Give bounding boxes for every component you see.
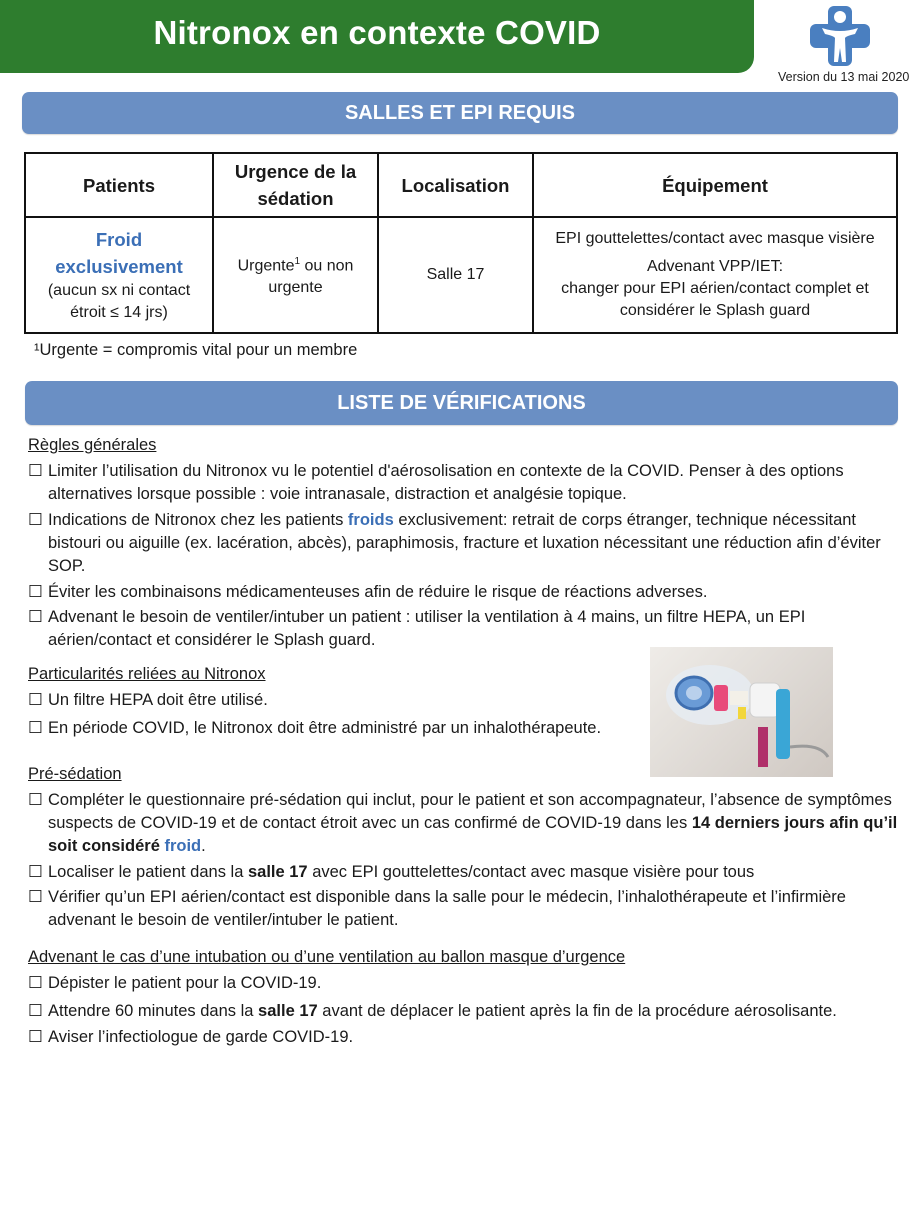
list-item [28, 606, 898, 652]
item-text-part: Compléter le questionnaire pré-sédation qui inclut, pour le patient et son accompagnateur, l’absence de symptômes suspects de COVID-19 et de contact étroit avec un cas confirmé de COVID-19 dans les [48, 791, 892, 832]
highlight-froid: froid [164, 837, 202, 855]
list-item [28, 861, 898, 884]
item-text: Éviter les combinaisons médicamenteuses afin de réduire le risque de réactions adverses. [48, 583, 708, 601]
checkbox[interactable]: ☐ [28, 791, 43, 809]
list-item [28, 689, 638, 712]
item-text-part: exclusivement: retrait de corps étranger, technique nécessitant bistouri ou aiguille (ex. lacération, abcès), paraphimosis, fracture et luxation nécessitant une réduction afin d’éviter SOP. [48, 511, 881, 575]
nitronox-mask-photo [650, 647, 833, 777]
list-item [28, 581, 898, 604]
list-item [28, 509, 898, 578]
col-header-equipement: Équipement [533, 153, 897, 217]
item-text [28, 861, 898, 884]
checkbox[interactable]: ☐ [28, 1028, 43, 1046]
list-item [28, 460, 898, 506]
list-item [28, 972, 898, 995]
list-item [28, 886, 898, 932]
item-text-part: avant de déplacer le patient après la fin de la procédure aérosolisante. [317, 1002, 837, 1020]
checkbox[interactable]: ☐ [28, 583, 43, 601]
item-text [28, 1000, 898, 1023]
item-text-part: . [201, 837, 206, 855]
bold-salle-17: salle 17 [258, 1002, 318, 1020]
item-text: Vérifier qu’un EPI aérien/contact est disponible dans la salle pour le médecin, l’inhalothérapeute et l’infirmière advenant le besoin de ventiler/intuber le patient. [48, 888, 846, 929]
col-header-localisation: Localisation [378, 153, 533, 217]
col-header-urgence: Urgence de la sédation [213, 153, 378, 217]
item-text: Un filtre HEPA doit être utilisé. [48, 691, 268, 709]
list-item [28, 1026, 898, 1049]
item-text: Aviser l’infectiologue de garde COVID-19. [48, 1028, 354, 1046]
list-item [28, 1000, 898, 1023]
item-text: Limiter l’utilisation du Nitronox vu le potentiel d'aérosolisation en contexte de la COVID. Penser à des options alternatives lorsque possible : voie intranasale, distraction et analgésie topique. [48, 462, 844, 503]
list-item [28, 717, 638, 740]
col-header-patients: Patients [25, 153, 213, 217]
equipement-line3: changer pour EPI aérien/contact complet et considérer le Splash guard [561, 280, 869, 319]
equipement-line1: EPI gouttelettes/contact avec masque visière [555, 230, 875, 247]
section-title-liste-verifications: LISTE DE VÉRIFICATIONS [25, 381, 898, 425]
cell-localisation: Salle 17 [378, 217, 533, 333]
cell-urgence [213, 217, 378, 333]
epi-table [24, 152, 898, 334]
item-text: Dépister le patient pour la COVID-19. [48, 974, 322, 992]
footnote-marker: 1 [294, 255, 301, 267]
cell-patients [25, 217, 213, 333]
bold-14-derniers: 14 derniers jours afin qu’il soit considéré [48, 814, 898, 855]
nitronox-mask-illustration [650, 647, 833, 777]
medical-person-cross-icon [808, 4, 872, 68]
table-header-row [25, 153, 897, 217]
table-row [25, 217, 897, 333]
item-text-part: Indications de Nitronox chez les patients [48, 511, 348, 529]
urgence-suffix: ou non urgente [268, 257, 354, 297]
list-item [28, 789, 898, 858]
heading-particularites: Particularités reliées au Nitronox [28, 665, 266, 683]
heading-intubation: Advenant le cas d’une intubation ou d’une ventilation au ballon masque d’urgence [28, 948, 626, 966]
item-text-part: Attendre 60 minutes dans la [48, 1002, 259, 1020]
checkbox[interactable]: ☐ [28, 974, 43, 992]
checkbox[interactable]: ☐ [28, 462, 43, 480]
checkbox[interactable]: ☐ [28, 608, 43, 626]
checkbox[interactable]: ☐ [28, 691, 43, 709]
checkbox[interactable]: ☐ [28, 1002, 43, 1020]
urgence-label: Urgente [237, 257, 295, 275]
heading-pre-sedation: Pré-sédation [28, 765, 122, 783]
footnote: ¹Urgente = compromis vital pour un membre [34, 341, 358, 359]
equipement-line2: Advenant VPP/IET: [646, 258, 784, 275]
checkbox[interactable]: ☐ [28, 863, 43, 881]
item-text-part: Localiser le patient dans la [48, 863, 248, 881]
cell-equipement [533, 217, 897, 333]
heading-regles-generales: Règles générales [28, 436, 157, 454]
checkbox[interactable]: ☐ [28, 888, 43, 906]
patients-note: (aucun sx ni contact étroit ≤ 14 jrs) [47, 282, 191, 321]
item-text-part: avec EPI gouttelettes/contact avec masque visière pour tous [307, 863, 755, 881]
item-text: En période COVID, le Nitronox doit être administré par un inhalothérapeute. [48, 719, 602, 737]
item-text: Advenant le besoin de ventiler/intuber un patient : utiliser la ventilation à 4 mains, un filtre HEPA, un EPI aérien/contact et considérer le Splash guard. [48, 608, 806, 649]
section-title-salles-epi: SALLES ET EPI REQUIS [22, 92, 898, 134]
item-text [28, 509, 898, 578]
checkbox[interactable]: ☐ [28, 511, 43, 529]
patients-froid-label: Froid exclusivement [55, 229, 183, 277]
checkbox[interactable]: ☐ [28, 719, 43, 737]
highlight-froids: froids [347, 511, 394, 529]
item-text [28, 789, 898, 858]
version-date: Version du 13 mai 2020 [778, 70, 910, 84]
bold-salle-17: salle 17 [247, 863, 308, 881]
page-title: Nitronox en contexte COVID [153, 14, 601, 51]
